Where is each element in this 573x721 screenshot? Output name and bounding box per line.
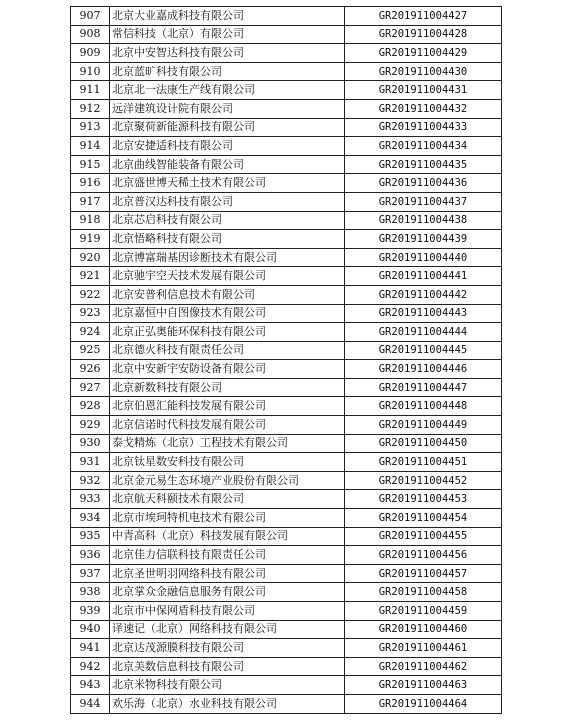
table-row [71, 657, 502, 676]
company-name: 北京金元易生态环境产业股份有限公司 [110, 471, 345, 490]
table-row [71, 620, 502, 639]
company-name: 北京正弘奥能环保科技有限公司 [110, 323, 345, 342]
company-name: 北京米物科技有限公司 [110, 676, 345, 695]
row-number: 908 [71, 25, 110, 44]
table-row [71, 25, 502, 44]
company-name: 北京掌众金融信息服务有限公司 [110, 583, 345, 602]
certificate-code: GR201911004441 [345, 267, 502, 286]
row-number: 943 [71, 676, 110, 695]
table-row [71, 118, 502, 137]
row-number: 919 [71, 230, 110, 249]
company-name: 北京嘉恒中自图像技术有限公司 [110, 304, 345, 323]
row-number: 909 [71, 44, 110, 63]
row-number: 924 [71, 323, 110, 342]
company-table-body [71, 7, 502, 714]
company-name: 北京蓝旷科技有限公司 [110, 62, 345, 81]
certificate-code: GR201911004434 [345, 137, 502, 156]
table-row [71, 99, 502, 118]
table-row [71, 304, 502, 323]
table-row [71, 267, 502, 286]
company-name: 北京中安智达科技有限公司 [110, 44, 345, 63]
certificate-code: GR201911004457 [345, 564, 502, 583]
certificate-code: GR201911004430 [345, 62, 502, 81]
certificate-code: GR201911004446 [345, 360, 502, 379]
row-number: 940 [71, 620, 110, 639]
table-row [71, 285, 502, 304]
company-table [70, 6, 502, 714]
table-row [71, 490, 502, 509]
company-name: 北京聚荷新能源科技有限公司 [110, 118, 345, 137]
row-number: 907 [71, 7, 110, 26]
certificate-code: GR201911004438 [345, 211, 502, 230]
row-number: 939 [71, 602, 110, 621]
table-row [71, 676, 502, 695]
table-row [71, 341, 502, 360]
certificate-code: GR201911004463 [345, 676, 502, 695]
certificate-code: GR201911004436 [345, 174, 502, 193]
company-name: 北京芯启科技有限公司 [110, 211, 345, 230]
table-row [71, 211, 502, 230]
certificate-code: GR201911004442 [345, 285, 502, 304]
table-row [71, 397, 502, 416]
company-name: 北京市中保网盾科技有限公司 [110, 602, 345, 621]
company-name: 北京德火科技有限责任公司 [110, 341, 345, 360]
certificate-code: GR201911004449 [345, 416, 502, 435]
row-number: 928 [71, 397, 110, 416]
company-name: 北京驰宇空天技术发展有限公司 [110, 267, 345, 286]
table-row [71, 471, 502, 490]
row-number: 934 [71, 509, 110, 528]
row-number: 925 [71, 341, 110, 360]
row-number: 926 [71, 360, 110, 379]
row-number: 922 [71, 285, 110, 304]
certificate-code: GR201911004453 [345, 490, 502, 509]
certificate-code: GR201911004435 [345, 155, 502, 174]
certificate-code: GR201911004444 [345, 323, 502, 342]
company-name: 北京中安新宇安防设备有限公司 [110, 360, 345, 379]
company-name: 北京普汉达科技有限公司 [110, 192, 345, 211]
certificate-code: GR201911004447 [345, 378, 502, 397]
row-number: 918 [71, 211, 110, 230]
row-number: 916 [71, 174, 110, 193]
row-number: 930 [71, 434, 110, 453]
certificate-code: GR201911004460 [345, 620, 502, 639]
certificate-code: GR201911004428 [345, 25, 502, 44]
table-row [71, 639, 502, 658]
table-row [71, 192, 502, 211]
row-number: 923 [71, 304, 110, 323]
certificate-code: GR201911004450 [345, 434, 502, 453]
company-name: 译速记（北京）网络科技有限公司 [110, 620, 345, 639]
company-name: 北京圣世明羽网络科技有限公司 [110, 564, 345, 583]
company-name: 北京钛星数安科技有限公司 [110, 453, 345, 472]
row-number: 931 [71, 453, 110, 472]
table-row [71, 248, 502, 267]
row-number: 929 [71, 416, 110, 435]
row-number: 910 [71, 62, 110, 81]
certificate-code: GR201911004432 [345, 99, 502, 118]
company-name: 北京达茂源膜科技有限公司 [110, 639, 345, 658]
certificate-code: GR201911004455 [345, 527, 502, 546]
company-name: 北京安捷适科技有限公司 [110, 137, 345, 156]
company-name: 北京曲线智能装备有限公司 [110, 155, 345, 174]
row-number: 917 [71, 192, 110, 211]
table-row [71, 62, 502, 81]
company-name: 北京美数信息科技有限公司 [110, 657, 345, 676]
table-row [71, 378, 502, 397]
row-number: 932 [71, 471, 110, 490]
company-name: 远洋建筑设计院有限公司 [110, 99, 345, 118]
row-number: 935 [71, 527, 110, 546]
table-row [71, 7, 502, 26]
table-row [71, 509, 502, 528]
certificate-code: GR201911004440 [345, 248, 502, 267]
row-number: 933 [71, 490, 110, 509]
table-row [71, 81, 502, 100]
row-number: 927 [71, 378, 110, 397]
row-number: 936 [71, 546, 110, 565]
certificate-code: GR201911004462 [345, 657, 502, 676]
company-name: 北京安普利信息技术有限公司 [110, 285, 345, 304]
row-number: 941 [71, 639, 110, 658]
table-row [71, 416, 502, 435]
row-number: 938 [71, 583, 110, 602]
table-row [71, 564, 502, 583]
row-number: 942 [71, 657, 110, 676]
table-row [71, 583, 502, 602]
row-number: 920 [71, 248, 110, 267]
company-name: 北京市埃珂特机电技术有限公司 [110, 509, 345, 528]
certificate-code: GR201911004445 [345, 341, 502, 360]
company-name: 中青高科（北京）科技发展有限公司 [110, 527, 345, 546]
table-row [71, 360, 502, 379]
certificate-code: GR201911004451 [345, 453, 502, 472]
company-name: 北京伯恩汇能科技发展有限公司 [110, 397, 345, 416]
row-number: 915 [71, 155, 110, 174]
certificate-code: GR201911004429 [345, 44, 502, 63]
row-number: 911 [71, 81, 110, 100]
row-number: 937 [71, 564, 110, 583]
certificate-code: GR201911004452 [345, 471, 502, 490]
company-name: 北京悟略科技有限公司 [110, 230, 345, 249]
certificate-code: GR201911004448 [345, 397, 502, 416]
certificate-code: GR201911004439 [345, 230, 502, 249]
table-row [71, 694, 502, 713]
row-number: 921 [71, 267, 110, 286]
table-row [71, 602, 502, 621]
certificate-code: GR201911004464 [345, 694, 502, 713]
company-name: 北京信诺时代科技发展有限公司 [110, 416, 345, 435]
table-row [71, 44, 502, 63]
table-row [71, 434, 502, 453]
company-name: 北京盛世博天稀土技术有限公司 [110, 174, 345, 193]
certificate-code: GR201911004458 [345, 583, 502, 602]
certificate-code: GR201911004461 [345, 639, 502, 658]
company-name: 北京大业嘉成科技有限公司 [110, 7, 345, 26]
table-row [71, 155, 502, 174]
row-number: 944 [71, 694, 110, 713]
table-row [71, 230, 502, 249]
table-row [71, 453, 502, 472]
company-name: 北京佳力信联科技有限责任公司 [110, 546, 345, 565]
company-name: 北京北一法康生产线有限公司 [110, 81, 345, 100]
table-row [71, 137, 502, 156]
certificate-code: GR201911004443 [345, 304, 502, 323]
certificate-code: GR201911004431 [345, 81, 502, 100]
row-number: 914 [71, 137, 110, 156]
company-name: 北京博富瑞基因诊断技术有限公司 [110, 248, 345, 267]
row-number: 913 [71, 118, 110, 137]
certificate-code: GR201911004459 [345, 602, 502, 621]
row-number: 912 [71, 99, 110, 118]
company-name: 北京航天科颐技术有限公司 [110, 490, 345, 509]
table-row [71, 527, 502, 546]
company-name: 常信科技（北京）有限公司 [110, 25, 345, 44]
company-name: 北京新数科技有限公司 [110, 378, 345, 397]
table-row [71, 174, 502, 193]
certificate-code: GR201911004437 [345, 192, 502, 211]
table-row [71, 546, 502, 565]
company-name: 欢乐海（北京）水业科技有限公司 [110, 694, 345, 713]
certificate-code: GR201911004456 [345, 546, 502, 565]
certificate-code: GR201911004427 [345, 7, 502, 26]
company-name: 泰戈精炼（北京）工程技术有限公司 [110, 434, 345, 453]
table-row [71, 323, 502, 342]
certificate-code: GR201911004433 [345, 118, 502, 137]
certificate-code: GR201911004454 [345, 509, 502, 528]
